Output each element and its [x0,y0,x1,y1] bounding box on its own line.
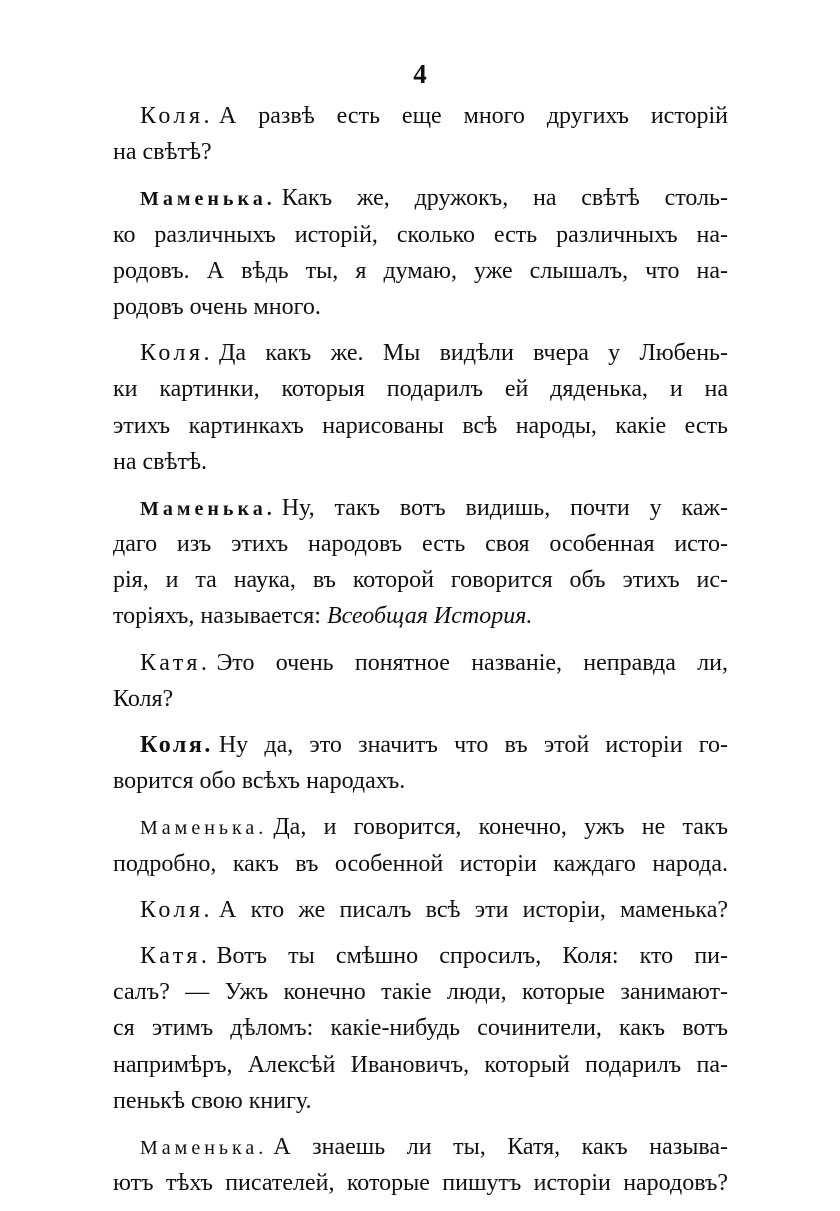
text-line [113,1047,728,1083]
speaker-name: Катя. [140,942,211,969]
text-line [113,253,728,289]
speaker-name: Коля. [140,340,214,367]
line-text: напримѣръ, Алексѣй Ивановичъ, который подарилъ па- [113,1051,728,1078]
line-text: А кто же писалъ всѣ эти исторіи, маменька? [219,896,728,923]
text-line [113,763,728,799]
line-text: Какъ же, дружокъ, на свѣтѣ столь- [281,185,728,212]
line-text: торіяхъ, называется: [113,603,321,630]
line-text: Коля? [113,685,174,712]
text-line [113,1010,728,1046]
text-line [113,892,728,928]
speaker-name: Коля. [140,103,214,129]
text-line [113,938,728,974]
paragraph [113,938,728,1119]
line-text: подробно, какъ въ особенной исторіи каждаго народа. [113,850,728,877]
line-text: на свѣтѣ. [113,448,208,475]
line-text: пенькѣ свою книгу. [113,1087,312,1114]
line-text: ютъ тѣхъ писателей, которые пишутъ исторіи народовъ? [113,1170,728,1197]
text-line [113,134,728,170]
speaker-name: Маменька. [140,1136,268,1159]
line-text: ворится обо всѣхъ народахъ. [113,768,406,795]
line-text: Ну, такъ вотъ видишь, почти у каж- [281,494,728,521]
line-text: рія, и та наука, въ которой говорится объ этихъ ис- [113,567,728,594]
text-line [113,974,728,1010]
page-number: 4 [413,59,427,89]
paragraph [113,809,728,881]
dialogue-text [113,98,728,1211]
text-line [113,1165,728,1201]
text-line [113,1083,728,1119]
text-line [113,371,728,407]
text-line [113,289,728,325]
text-line [113,98,728,134]
line-text: салъ? — Ужъ конечно такіе люди, которые занимают- [113,979,728,1006]
line-text: Да какъ же. Мы видѣли вчера у Любень- [219,340,728,367]
paragraph [113,645,728,717]
speaker-name: Коля. [140,732,213,758]
line-text: этихъ картинкахъ нарисованы всѣ народы, какіе есть [113,412,728,439]
paragraph [113,1129,728,1201]
text-line [113,645,728,681]
speaker-name: Маменька. [140,497,276,520]
line-text: Ну да, это значитъ что въ этой исторіи го- [218,732,728,758]
italic-title: Всеобщая История. [326,603,533,630]
text-line [113,846,728,882]
paragraph [113,490,728,635]
text-line [113,408,728,444]
text-line [113,562,728,598]
line-text: Это очень понятное названіе, неправда ли, [216,649,728,676]
text-line [113,809,728,845]
paragraph [113,335,728,480]
text-line [113,490,728,526]
line-text: Да, и говорится, конечно, ужъ не такъ [273,814,728,841]
line-text: родовъ очень много. [113,293,321,320]
text-line [113,727,728,763]
line-text: ся этимъ дѣломъ: какіе-нибудь сочинители, какъ вотъ [113,1015,728,1042]
line-text: ко различныхъ исторій, сколько есть различныхъ на- [113,221,728,248]
text-line [113,526,728,562]
text-line [113,598,728,634]
paragraph [113,727,728,799]
text-line [113,217,728,253]
line-text: Вотъ ты смѣшно спросилъ, Коля: кто пи- [216,942,728,969]
speaker-name: Коля. [140,896,214,923]
paragraph [113,180,728,325]
speaker-name: Маменька. [140,188,276,211]
text-line [113,180,728,216]
line-text: А знаешь ли ты, Катя, какъ называ- [273,1133,728,1160]
speaker-name: Катя. [140,649,211,676]
text-line [113,335,728,371]
line-text: родовъ. А вѣдь ты, я думаю, уже слышалъ, что на- [113,257,728,284]
line-text: на свѣтѣ? [113,139,212,166]
text-line [113,681,728,717]
paragraph [113,98,728,170]
line-text: А развѣ есть еще много другихъ исторій [219,103,728,129]
text-line [113,444,728,480]
paragraph [113,892,728,928]
line-text: даго изъ этихъ народовъ есть своя особенная исто- [113,531,728,558]
text-line [113,1129,728,1165]
line-text: ки картинки, которыя подарилъ ей дяденька, и на [113,376,728,403]
speaker-name: Маменька. [140,817,268,840]
